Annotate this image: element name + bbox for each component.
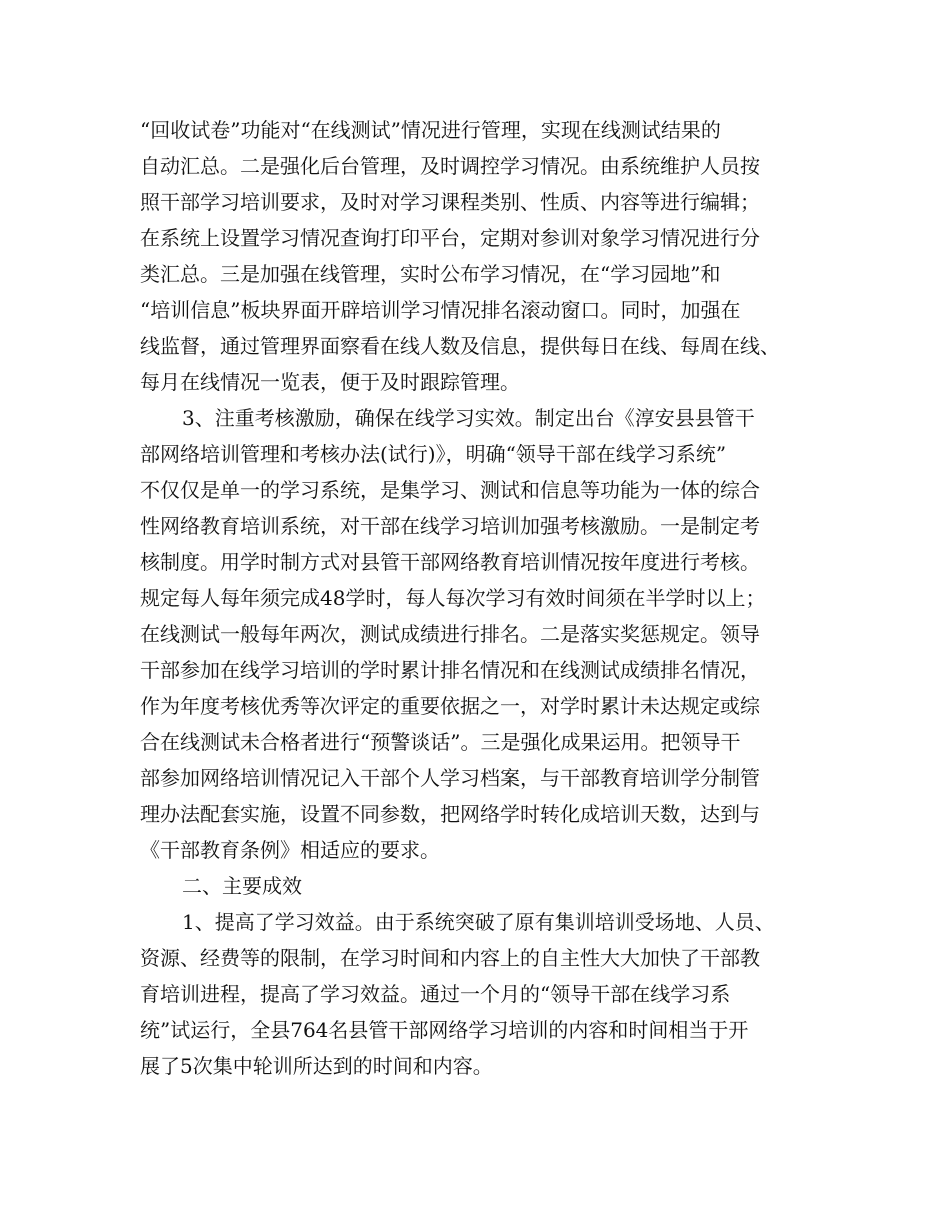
paragraph-line: 3、注重考核激励，确保在线学习实效。制定出台《淳安县县管干 xyxy=(182,406,755,430)
paragraph-line: 照干部学习培训要求，及时对学习课程类别、性质、内容等进行编辑； xyxy=(140,190,760,214)
paragraph-line: 性网络教育培训系统，对干部在线学习培训加强考核激励。一是制定考 xyxy=(140,514,760,538)
paragraph-line: “培训信息”板块界面开辟培训学习情况排名滚动窗口。同时，加强在 xyxy=(140,298,741,322)
paragraph-line: 核制度。用学时制方式对县管干部网络教育培训情况按年度进行考核。 xyxy=(140,550,760,574)
paragraph-line: 统”试运行，全县764名县管干部网络学习培训的内容和时间相当于开 xyxy=(140,1018,749,1042)
paragraph-line: 1、提高了学习效益。由于系统突破了原有集训培训受场地、人员、 xyxy=(182,910,775,934)
paragraph-line: 资源、经费等的限制，在学习时间和内容上的自主性大大加快了干部教 xyxy=(140,946,760,970)
paragraph-line: 合在线测试未合格者进行“预警谈话”。三是强化成果运用。把领导干 xyxy=(140,730,741,754)
paragraph-line: 理办法配套实施，设置不同参数，把网络学时转化成培训天数，达到与 xyxy=(140,802,760,826)
paragraph-line: 自动汇总。二是强化后台管理，及时调控学习情况。由系统维护人员按 xyxy=(140,154,760,178)
paragraph-line: “回收试卷”功能对“在线测试”情况进行管理，实现在线测试结果的 xyxy=(140,118,721,142)
paragraph-line: 不仅仅是单一的学习系统，是集学习、测试和信息等功能为一体的综合 xyxy=(140,478,760,502)
paragraph-line: 展了5次集中轮训所达到的时间和内容。 xyxy=(140,1054,493,1078)
paragraph-line: 干部参加在线学习培训的学时累计排名情况和在线测试成绩排名情况， xyxy=(140,658,760,682)
paragraph-line: 规定每人每年须完成48学时，每人每次学习有效时间须在半学时以上； xyxy=(140,586,766,610)
paragraph-line: 《干部教育条例》相适应的要求。 xyxy=(140,838,440,862)
paragraph-line: 部网络培训管理和考核办法(试行)》，明确“领导干部在线学习系统” xyxy=(140,442,727,466)
section-heading: 二、主要成效 xyxy=(182,874,302,898)
paragraph-line: 类汇总。三是加强在线管理，实时公布学习情况，在“学习园地”和 xyxy=(140,262,721,286)
paragraph-line: 在系统上设置学习情况查询打印平台，定期对参训对象学习情况进行分 xyxy=(140,226,760,250)
paragraph-line: 育培训进程，提高了学习效益。通过一个月的“领导干部在线学习系 xyxy=(140,982,731,1006)
paragraph-line: 作为年度考核优秀等次评定的重要依据之一，对学时累计未达规定或综 xyxy=(140,694,760,718)
paragraph-line: 部参加网络培训情况记入干部个人学习档案，与干部教育培训学分制管 xyxy=(140,766,760,790)
paragraph-line: 线监督，通过管理界面察看在线人数及信息，提供每日在线、每周在线、 xyxy=(140,334,780,358)
paragraph-line: 在线测试一般每年两次，测试成绩进行排名。二是落实奖惩规定。领导 xyxy=(140,622,760,646)
paragraph-line: 每月在线情况一览表，便于及时跟踪管理。 xyxy=(140,370,520,394)
